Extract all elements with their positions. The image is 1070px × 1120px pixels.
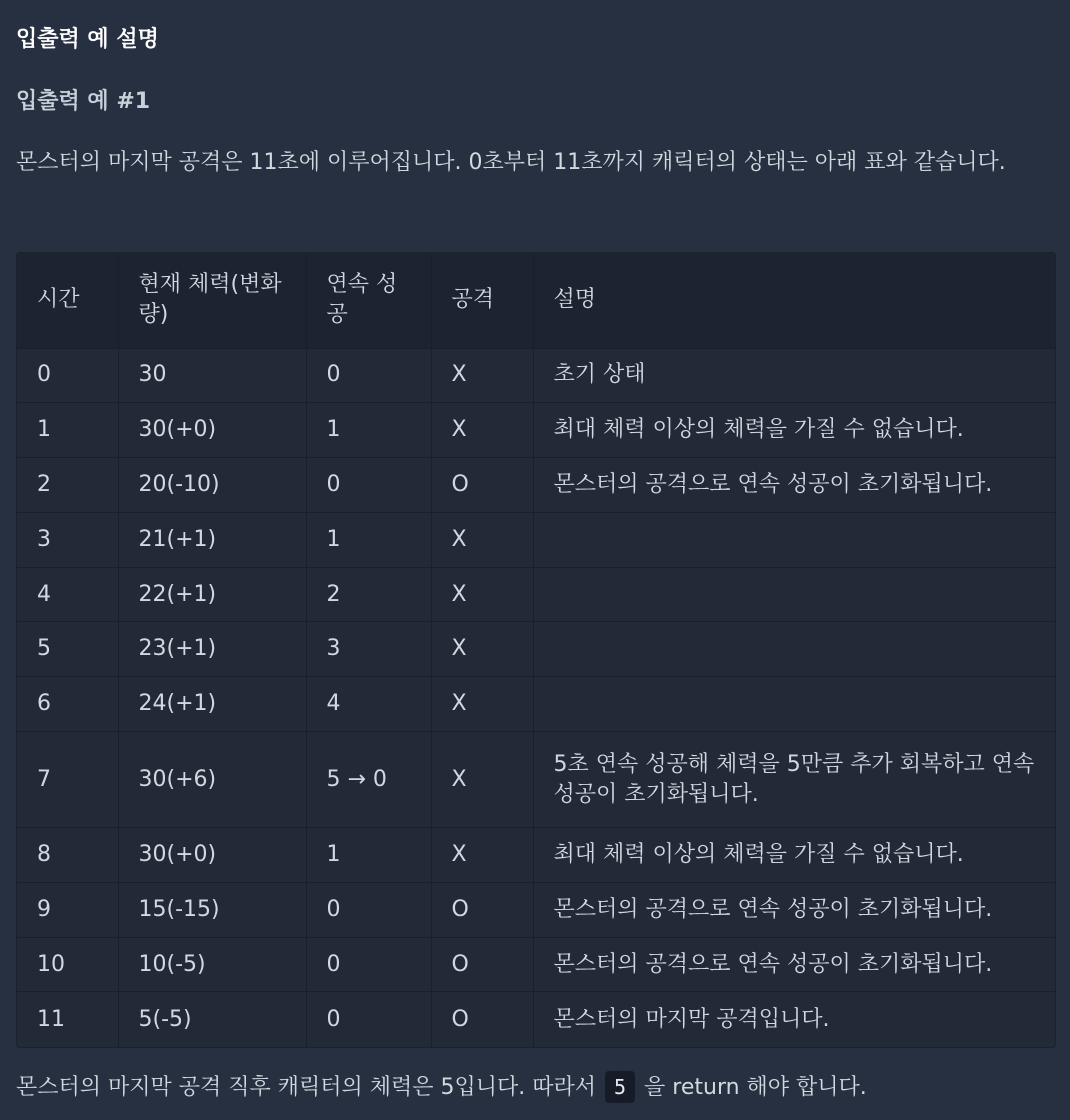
cell-description (533, 622, 1055, 677)
cell-health: 22(+1) (118, 567, 306, 622)
cell-time: 9 (17, 882, 118, 937)
cell-streak: 5 → 0 (306, 732, 431, 828)
cell-attack: O (431, 882, 533, 937)
cell-attack: O (431, 458, 533, 513)
table-row (17, 348, 1055, 403)
table-body (17, 348, 1055, 1047)
cell-health: 20(-10) (118, 458, 306, 513)
example-title: 입출력 예 #1 (16, 89, 151, 114)
cell-description: 최대 체력 이상의 체력을 가질 수 없습니다. (533, 828, 1055, 883)
cell-attack: X (431, 512, 533, 567)
cell-attack: X (431, 828, 533, 883)
cell-description (533, 567, 1055, 622)
cell-attack: X (431, 677, 533, 732)
intro-paragraph: 몬스터의 마지막 공격은 11초에 이루어집니다. 0초부터 11초까지 캐릭터의 상태는 아래 표와 같습니다. (16, 150, 1006, 175)
header-streak: 연속 성공 (306, 253, 431, 348)
cell-attack: O (431, 937, 533, 992)
cell-health: 21(+1) (118, 512, 306, 567)
cell-health: 30(+0) (118, 828, 306, 883)
cell-time: 1 (17, 403, 118, 458)
conclusion-text-after: 을 return 해야 합니다. (637, 1075, 867, 1100)
cell-time: 11 (17, 992, 118, 1047)
cell-health: 5(-5) (118, 992, 306, 1047)
cell-streak: 1 (306, 828, 431, 883)
cell-time: 3 (17, 512, 118, 567)
cell-description: 5초 연속 성공해 체력을 5만큼 추가 회복하고 연속 성공이 초기화됩니다. (533, 732, 1055, 828)
cell-streak: 0 (306, 458, 431, 513)
cell-time: 7 (17, 732, 118, 828)
cell-health: 23(+1) (118, 622, 306, 677)
cell-description: 몬스터의 공격으로 연속 성공이 초기화됩니다. (533, 937, 1055, 992)
cell-attack: X (431, 403, 533, 458)
cell-attack: X (431, 622, 533, 677)
header-attack: 공격 (431, 253, 533, 348)
cell-streak: 2 (306, 567, 431, 622)
cell-description: 몬스터의 공격으로 연속 성공이 초기화됩니다. (533, 882, 1055, 937)
cell-health: 30 (118, 348, 306, 403)
cell-streak: 1 (306, 512, 431, 567)
cell-time: 2 (17, 458, 118, 513)
cell-description: 초기 상태 (533, 348, 1055, 403)
cell-time: 5 (17, 622, 118, 677)
cell-description: 몬스터의 공격으로 연속 성공이 초기화됩니다. (533, 458, 1055, 513)
cell-streak: 0 (306, 348, 431, 403)
table-row (17, 992, 1055, 1047)
cell-time: 8 (17, 828, 118, 883)
inline-code-answer: 5 (605, 1071, 635, 1103)
table-row (17, 567, 1055, 622)
conclusion-text-before: 몬스터의 마지막 공격 직후 캐릭터의 체력은 5입니다. 따라서 (16, 1075, 603, 1100)
cell-description: 최대 체력 이상의 체력을 가질 수 없습니다. (533, 403, 1055, 458)
section-title: 입출력 예 설명 (16, 27, 159, 52)
table-row (17, 882, 1055, 937)
header-health: 현재 체력(변화량) (118, 253, 306, 348)
cell-streak: 0 (306, 992, 431, 1047)
cell-streak: 0 (306, 882, 431, 937)
cell-health: 15(-15) (118, 882, 306, 937)
cell-health: 30(+0) (118, 403, 306, 458)
cell-time: 6 (17, 677, 118, 732)
table-row (17, 458, 1055, 513)
cell-time: 10 (17, 937, 118, 992)
cell-health: 10(-5) (118, 937, 306, 992)
cell-streak: 0 (306, 937, 431, 992)
conclusion-paragraph (16, 1068, 1056, 1108)
state-table (17, 253, 1055, 1047)
cell-attack: X (431, 567, 533, 622)
cell-health: 24(+1) (118, 677, 306, 732)
header-time: 시간 (17, 253, 118, 348)
table-row (17, 677, 1055, 732)
header-description: 설명 (533, 253, 1055, 348)
cell-time: 0 (17, 348, 118, 403)
table-row (17, 828, 1055, 883)
cell-description: 몬스터의 마지막 공격입니다. (553, 1006, 830, 1032)
cell-attack: X (431, 348, 533, 403)
cell-health: 30(+6) (118, 732, 306, 828)
cell-description (533, 677, 1055, 732)
table-header-row (17, 253, 1055, 348)
cell-description (533, 512, 1055, 567)
table-row (17, 937, 1055, 992)
table-row (17, 403, 1055, 458)
cell-streak: 1 (306, 403, 431, 458)
table-row (17, 512, 1055, 567)
cell-time: 4 (17, 567, 118, 622)
cell-streak: 4 (306, 677, 431, 732)
cell-attack: X (431, 732, 533, 828)
table-row (17, 622, 1055, 677)
table-row (17, 732, 1055, 828)
cell-attack: O (431, 992, 533, 1047)
state-table-container (16, 252, 1056, 1048)
cell-streak: 3 (306, 622, 431, 677)
